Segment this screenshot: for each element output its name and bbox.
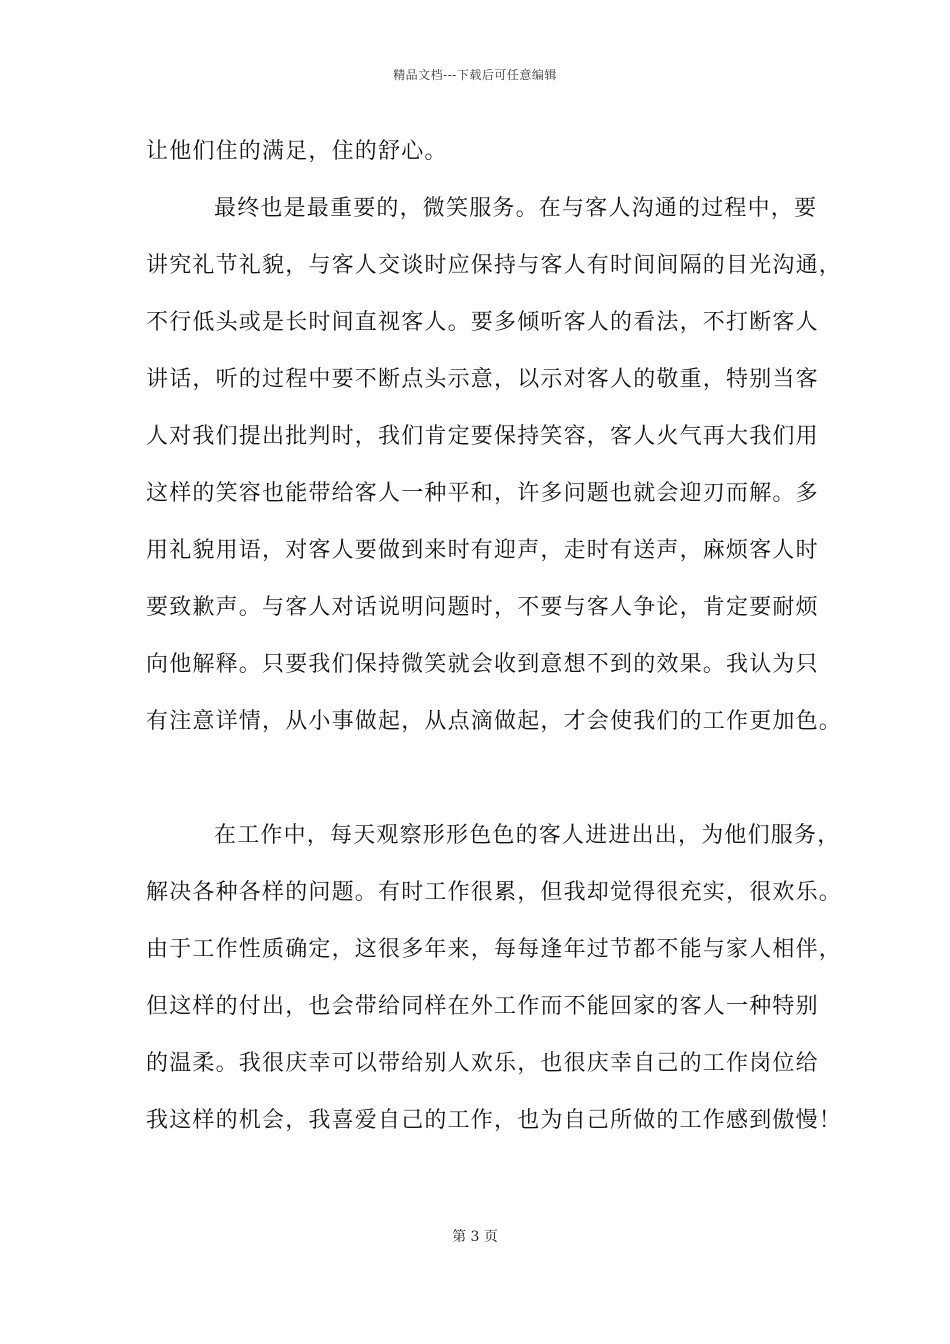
paragraph-line: 有注意详情，从小事做起，从点滴做起，才会使我们的工作更加色。 [146, 709, 843, 734]
paragraph-line: 让他们住的满足，住的舒心。 [146, 139, 448, 164]
paragraph-line: 人对我们提出批判时，我们肯定要保持笑容，客人火气再大我们用 [146, 424, 819, 449]
paragraph-line: 不行低头或是长时间直视客人。要多倾听客人的看法，不打断客人 [146, 310, 819, 335]
page-number: 第 3 页 [452, 1229, 498, 1245]
paragraph-line: 最终也是最重要的，微笑服务。在与客人沟通的过程中，要 [214, 196, 818, 221]
paragraph-line: 讲究礼节礼貌，与客人交谈时应保持与客人有时间间隔的目光沟通， [146, 253, 843, 278]
paragraph-line: 这样的笑容也能带给客人一种平和，许多问题也就会迎刃而解。多 [146, 481, 819, 506]
paragraph-line: 在工作中，每天观察形形色色的客人进进出出，为他们服务， [214, 823, 841, 848]
paragraph-line: 的温柔。我很庆幸可以带给别人欢乐，也很庆幸自己的工作岗位给 [146, 1051, 819, 1076]
paragraph-line: 用礼貌用语，对客人要做到来时有迎声，走时有送声，麻烦客人时 [146, 538, 819, 563]
paragraph-line: 解决各种各样的问题。有时工作很累，但我却觉得很充实，很欢乐。 [146, 880, 843, 905]
paragraph-line: 讲话，听的过程中要不断点头示意，以示对客人的敬重，特别当客 [146, 367, 819, 392]
paragraph-line: 我这样的机会，我喜爱自己的工作，也为自己所做的工作感到傲慢！ [146, 1108, 843, 1133]
paragraph-line: 向他解释。只要我们保持微笑就会收到意想不到的效果。我认为只 [146, 652, 819, 677]
paragraph-line: 但这样的付出，也会带给同样在外工作而不能回家的客人一种特别 [146, 994, 819, 1019]
page-header: 精品文档---下载后可任意编辑 [393, 68, 557, 82]
paragraph-line: 由于工作性质确定，这很多年来，每每逢年过节都不能与家人相伴， [146, 937, 843, 962]
paragraph-line: 要致歉声。与客人对话说明问题时，不要与客人争论，肯定要耐烦 [146, 595, 819, 620]
